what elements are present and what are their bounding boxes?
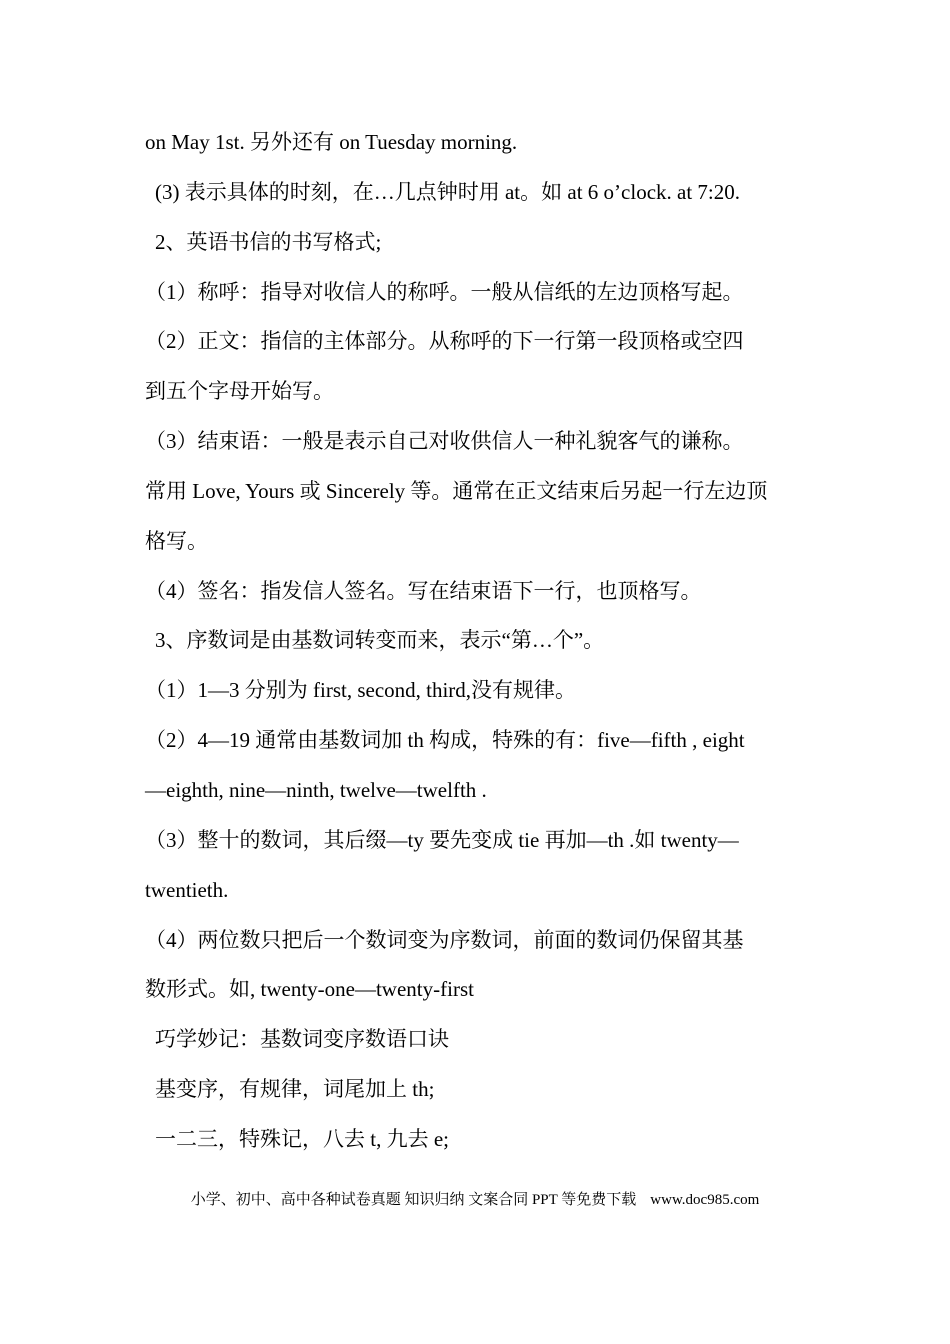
text-line: （3）整十的数词，其后缀—ty 要先变成 tie 再加—th .如 twenty— (145, 827, 739, 852)
text-line: （4）两位数只把后一个数词变为序数词，前面的数词仍保留其基 (145, 927, 744, 952)
document-body (145, 118, 815, 1165)
text-line: （2）4—19 通常由基数词加 th 构成，特殊的有：five—fifth , eight (145, 728, 745, 753)
text-line: 数形式。如, twenty-one—twenty-first (145, 977, 474, 1002)
text-line: （1）称呼：指导对收信人的称呼。一般从信纸的左边顶格写起。 (145, 279, 744, 304)
section-heading: 3、序数词是由基数词转变而来，表示“第…个”。 (155, 628, 605, 653)
text-line: 常用 Love, Yours 或 Sincerely 等。通常在正文结束后另起一行左边顶 (145, 478, 768, 503)
footer-url[interactable]: www.doc985.com (650, 1192, 760, 1208)
page-footer (0, 1188, 950, 1209)
text-line: —eighth, nine—ninth, twelve—twelfth . (145, 777, 487, 802)
text-line: 格写。 (145, 528, 208, 553)
section-heading: 2、英语书信的书写格式; (155, 229, 382, 254)
text-line: twentieth. (145, 877, 229, 902)
text-line: （3）结束语：一般是表示自己对收供信人一种礼貌客气的谦称。 (145, 429, 744, 454)
text-line: 到五个字母开始写。 (145, 379, 334, 404)
text-line: 基变序，有规律，词尾加上 th; (155, 1077, 435, 1102)
text-line: 一二三，特殊记，八去 t, 九去 e; (155, 1126, 449, 1151)
text-line: （4）签名：指发信人签名。写在结束语下一行，也顶格写。 (145, 578, 702, 603)
footer-text: 小学、初中、高中各种试卷真题 知识归纳 文案合同 PPT 等免费下载 (190, 1192, 637, 1208)
text-line: on May 1st. 另外还有 on Tuesday morning. (145, 130, 518, 154)
text-line: （2）正文：指信的主体部分。从称呼的下一行第一段顶格或空四 (145, 329, 744, 354)
text-line: （1）1—3 分别为 first, second, third,没有规律。 (145, 678, 577, 703)
text-line: 巧学妙记：基数词变序数语口诀 (155, 1027, 449, 1052)
text-line: (3) 表示具体的时刻，在…几点钟时用 at。如 at 6 o’clock. at 7:20. (155, 179, 741, 204)
